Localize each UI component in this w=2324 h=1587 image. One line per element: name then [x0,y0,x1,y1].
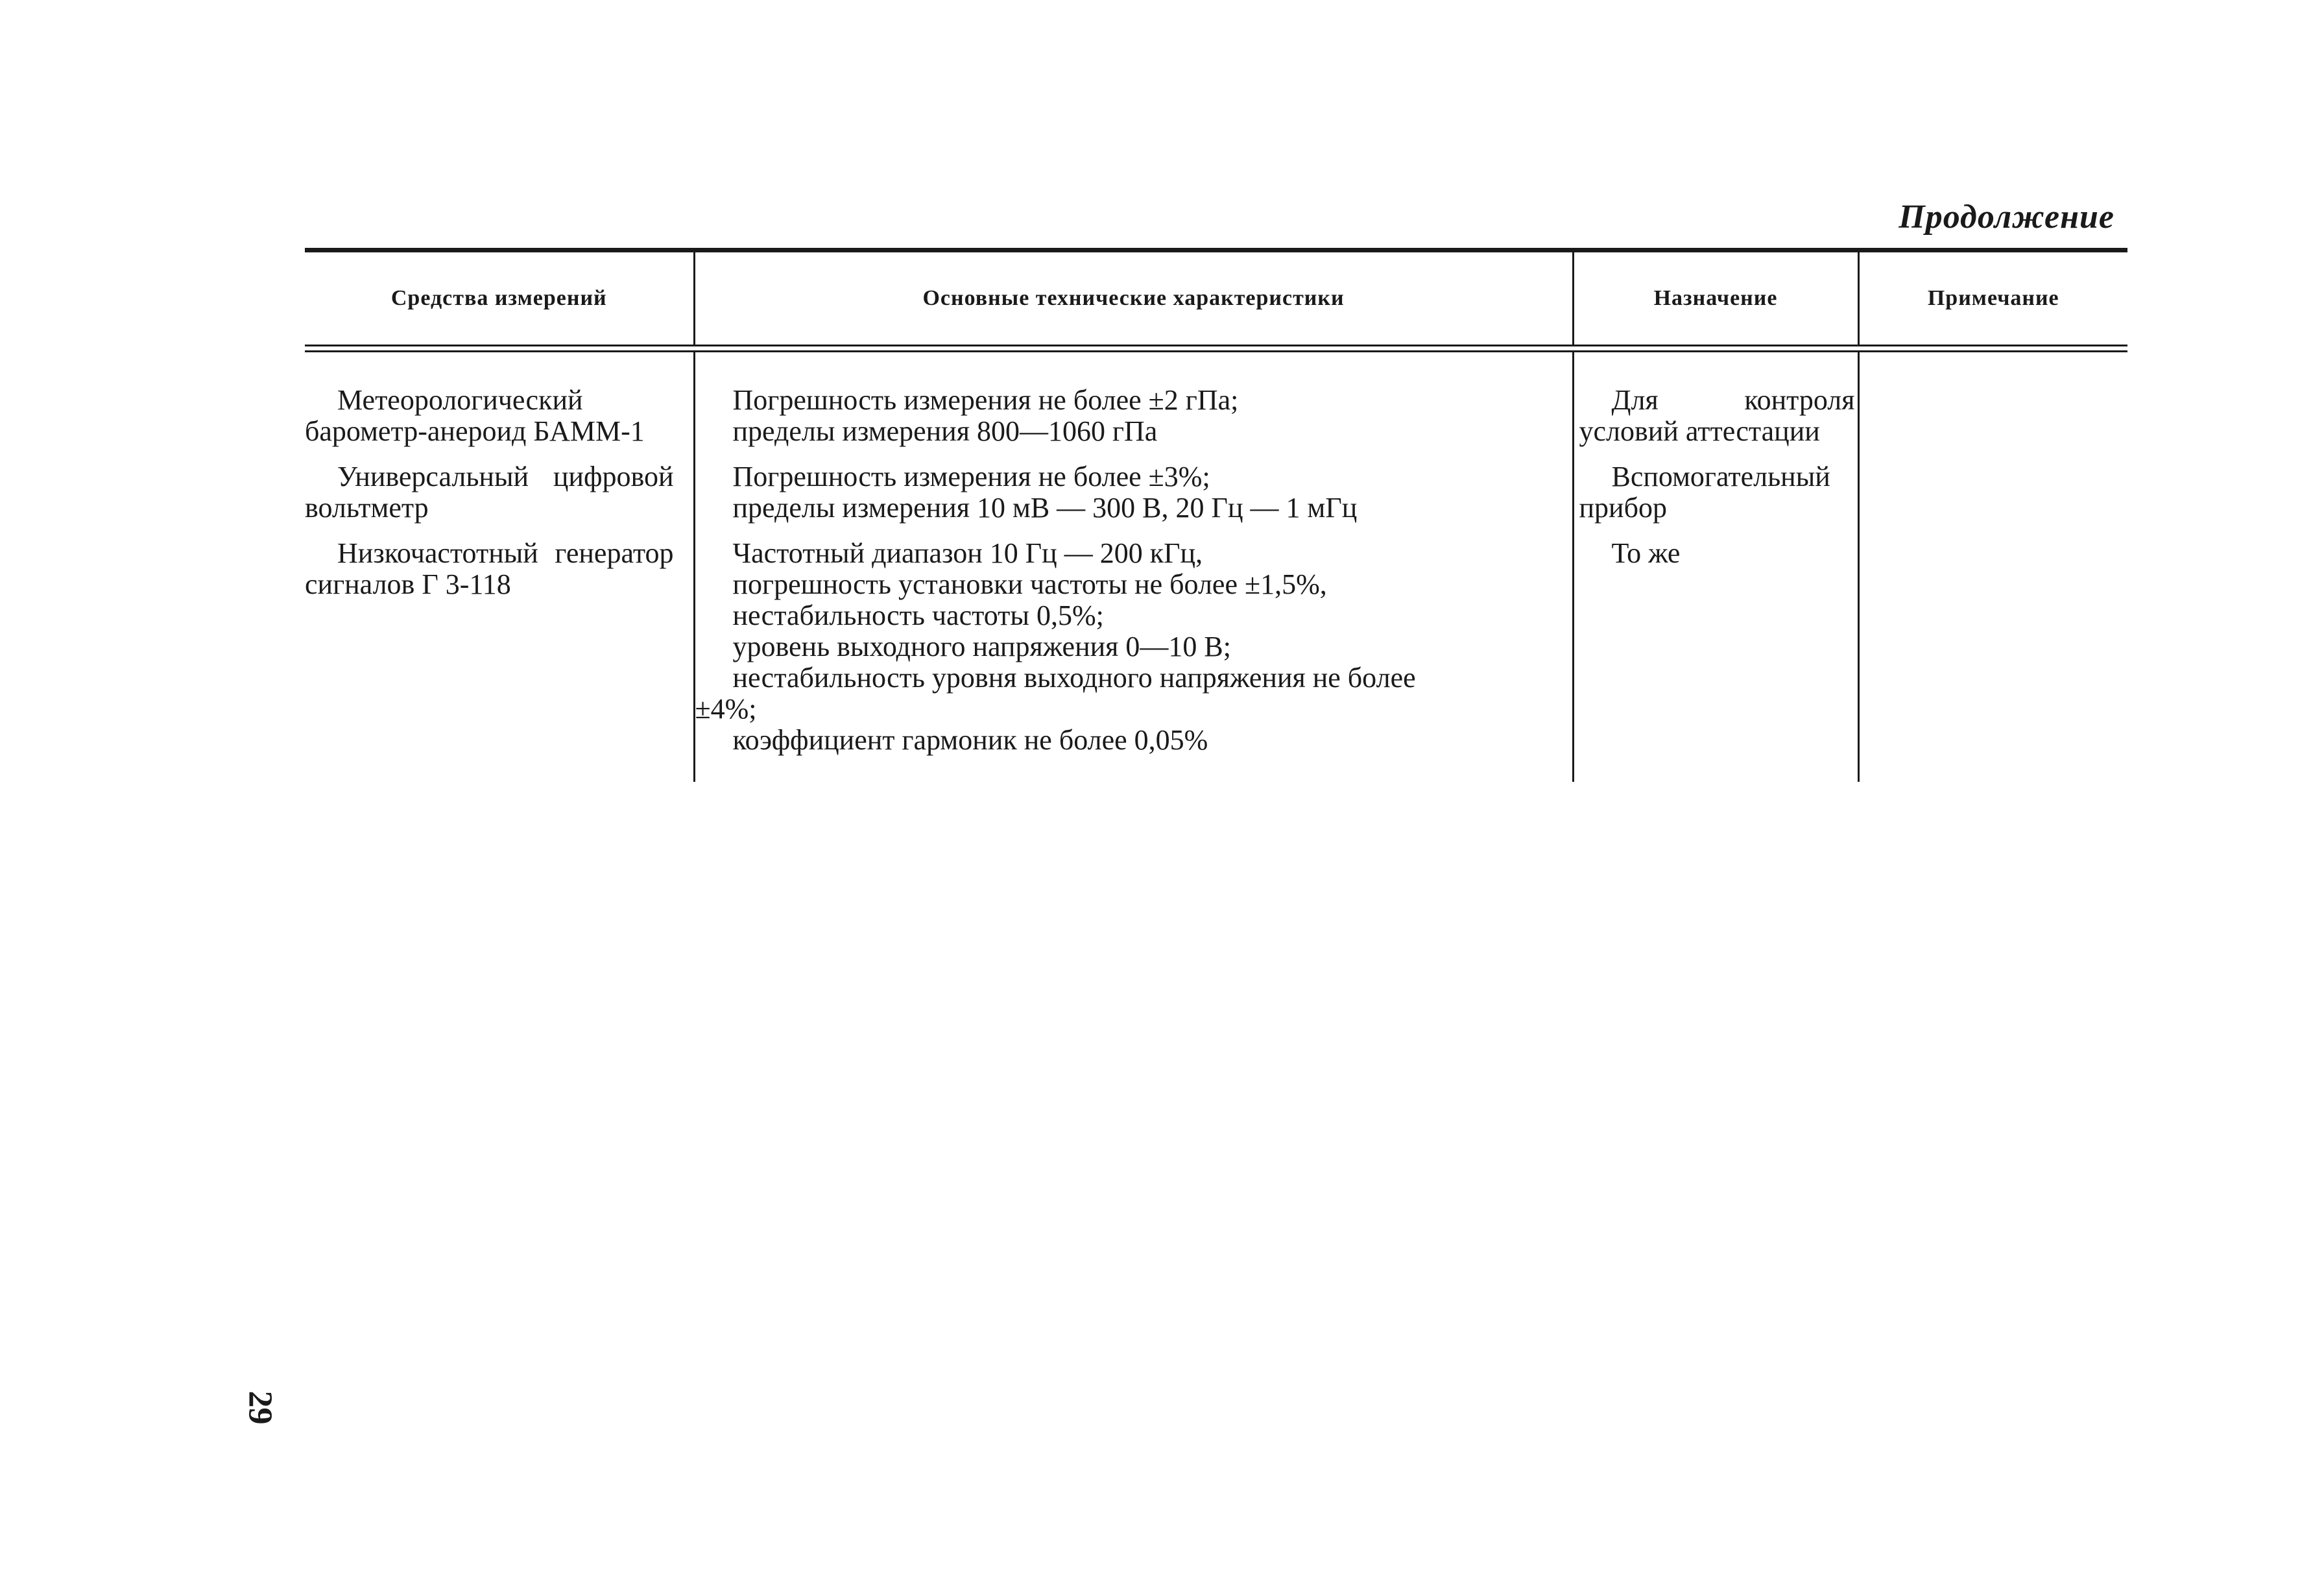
header-purpose: Назначение [1573,252,1858,345]
header-row [305,252,2127,345]
characteristic-line: Частотный диапазон 10 Гц — 200 кГц, [732,537,1203,569]
instrument-name: Низкочастотный генератор сигналов Г 3-118 [305,537,674,600]
table-row [305,352,2127,461]
table-top-rule [305,248,2127,252]
characteristics-cell [694,352,1573,461]
characteristic-line: пределы измерения 10 мВ — 300 В, 20 Гц — 1 мГц [732,492,1358,524]
table-body [305,352,2127,782]
characteristics-cell [694,461,1573,538]
characteristic-line: нестабильность частоты 0,5%; [732,600,1104,631]
continuation-label: Продолжение [1899,199,2114,236]
table-header [305,252,2127,345]
characteristic-line: ±4%; [695,693,757,725]
characteristic-line: уровень выходного напряжения 0—10 В; [732,631,1231,662]
instrument-name: Универсальный цифровой вольтметр [305,461,674,524]
table-row [305,461,2127,538]
characteristic-line: нестабильность уровня выходного напряжения не более [732,662,1416,694]
characteristic-line: коэффициент гармоник не более 0,05% [732,724,1208,756]
header-characteristics: Основные технические характеристики [694,252,1573,345]
header-note: Примечание [1858,252,2127,345]
note-cell [1858,352,2127,461]
note-cell [1858,538,2127,782]
header-instruments: Средства измерений [390,286,607,310]
purpose-cell: То же [1573,538,1858,782]
characteristics-cell [694,538,1573,782]
instruments-table [305,248,2127,782]
note-cell [1858,461,2127,538]
characteristic-line: погрешность установки частоты не более ±1,5%, [732,568,1327,600]
page-number: 29 [241,1390,279,1425]
purpose-cell: Вспомогательный прибор [1573,461,1858,538]
characteristic-line: Погрешность измерения не более ±2 гПа; [732,384,1239,416]
characteristic-line: пределы измерения 800—1060 гПа [732,415,1158,447]
instrument-name: Метеорологический барометр-анероид БАММ-1 [305,384,645,447]
header-double-rule [305,345,2127,352]
table-row [305,538,2127,782]
characteristic-line: Погрешность измерения не более ±3%; [732,461,1210,492]
purpose-cell: Для контроля условий аттестации [1573,352,1858,461]
